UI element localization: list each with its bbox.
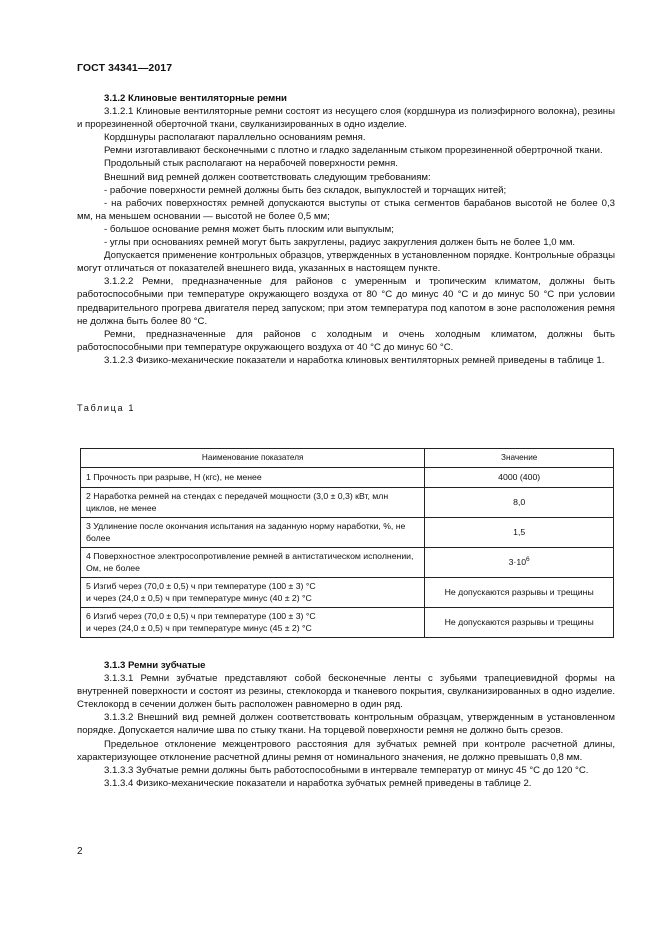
row-name-line2: и через (24,0 ± 0,5) ч при температуре минус (40 ± 2) °С xyxy=(86,592,312,603)
section-heading: 3.1.3 Ремни зубчатые xyxy=(104,660,206,671)
row-value: Не допускаются разрывы и трещины xyxy=(425,578,614,608)
section-3-1-2 xyxy=(77,92,615,367)
table-row xyxy=(81,488,614,518)
row-name: 2 Наработка ремней на стендах с передачей мощности (3,0 ± 0,3) кВт, млн циклов, не менее xyxy=(81,488,425,518)
table-1 xyxy=(80,448,614,638)
table-row xyxy=(81,548,614,578)
row-value: 8,0 xyxy=(425,488,614,518)
section-heading: 3.1.2 Клиновые вентиляторные ремни xyxy=(104,93,287,104)
row-value: Не допускаются разрывы и трещины xyxy=(425,608,614,638)
paragraph: 3.1.3.3 Зубчатые ремни должны быть работоспособными в интервале температур от минус 45 °С до 120 °С. xyxy=(104,764,589,776)
row-name: 1 Прочность при разрыве, Н (кгс), не менее xyxy=(81,468,425,488)
document-header: ГОСТ 34341—2017 xyxy=(77,62,173,74)
table-header-row xyxy=(81,449,614,468)
paragraph: 3.1.2.3 Физико-механические показатели и наработка клиновых вентиляторных ремней приведены в таблице 1. xyxy=(104,354,605,366)
table-row xyxy=(81,518,614,548)
row-name-line1: 6 Изгиб через (70,0 ± 0,5) ч при температуре (100 ± 3) °С xyxy=(86,611,316,621)
page-number: 2 xyxy=(77,846,83,857)
row-value xyxy=(425,548,614,578)
paragraph: 3.1.3.1 Ремни зубчатые представляют собой бесконечные ленты с зубьями трапециевидной формы на внутренней поверхности и состоят из резины, стеклокорда и тканевого покрытия, свулканизированных в одно изделие. Стеклокорд в сечении должен быть расположен равномерно в один ряд. xyxy=(77,673,615,711)
section-3-1-3 xyxy=(77,659,615,790)
row-value: 4000 (400) xyxy=(425,468,614,488)
row-value: 1,5 xyxy=(425,518,614,548)
column-header-value: Значение xyxy=(425,449,614,468)
paragraph: Допускается применение контрольных образцов, утвержденных в установленном порядке. Контрольные образцы могут отличаться от показателей внешнего вида, указанных в настоящем пункте. xyxy=(77,250,615,275)
table-row xyxy=(81,468,614,488)
value-exponent: 6 xyxy=(526,555,530,563)
list-item: - на рабочих поверхностях ремней допускаются выступы от стыка сегментов барабанов высотой не более 0,3 мм, на меньшем основании — высотой не более 0,5 мм; xyxy=(77,197,615,222)
table-row xyxy=(81,608,614,638)
row-name-line2: и через (24,0 ± 0,5) ч при температуре минус (45 ± 2) °С xyxy=(86,622,312,633)
paragraph: Кордшнуры располагают параллельно основаниям ремня. xyxy=(104,132,366,144)
paragraph: 3.1.3.2 Внешний вид ремней должен соответствовать контрольным образцам, утвержденным в установленном порядке. Допускается наличие шва по стыку ткани. На торцевой поверхности ремня не должно быть срезов. xyxy=(77,712,615,737)
list-item: - большое основание ремня может быть плоским или выпуклым; xyxy=(104,223,394,235)
row-name-line1: 5 Изгиб через (70,0 ± 0,5) ч при температуре (100 ± 3) °С xyxy=(86,581,316,591)
value-base: 3·10 xyxy=(508,556,527,567)
paragraph: Предельное отклонение межцентрового расстояния для зубчатых ремней при контроле расчетной длины, характеризующее отклонение расчетной длины ремня от номинального значения, не должно превышать 0,8 мм. xyxy=(77,738,615,763)
paragraph: 3.1.3.4 Физико-механические показатели и наработка зубчатых ремней приведены в таблице 2. xyxy=(104,777,532,789)
paragraph: 3.1.2.1 Клиновые вентиляторные ремни состоят из несущего слоя (кордшнура из полиэфирного волокна), резины и прорезиненной оберточной ткани, свулканизированных в одно изделие. xyxy=(77,106,615,131)
paragraph: Продольный стык располагают на нерабочей поверхности ремня. xyxy=(104,158,398,170)
row-name xyxy=(81,608,425,638)
row-name: 3 Удлинение после окончания испытания на заданную норму наработки, %, не более xyxy=(81,518,425,548)
paragraph: Ремни изготавливают бесконечными с плотно и гладко заделанным стыком прорезиненной обертрочной ткани. xyxy=(104,145,603,157)
paragraph: Ремни, предназначенные для районов с холодным и очень холодным климатом, должны быть работоспособными при температуре окружающего воздуха от 40 °С до минус 60 °С. xyxy=(77,328,615,353)
column-header-name: Наименование показателя xyxy=(81,449,425,468)
table-caption: Таблица 1 xyxy=(77,403,136,413)
list-item: - рабочие поверхности ремней должны быть без складок, выпуклостей и торчащих нитей; xyxy=(104,184,507,196)
paragraph: 3.1.2.2 Ремни, предназначенные для районов с умеренным и тропическим климатом, должны быть работоспособными при температуре окружающего воздуха от 80 °С до минус 40 °С и до минус 50 °С при условии предварительного прогрева двигателя перед запуском; при этом температура под капотом в зоне расположения ремня не должна быть более 80 °С. xyxy=(77,276,615,327)
list-item: - углы при основаниях ремней могут быть закруглены, радиус закругления должен быть не более 1,0 мм. xyxy=(104,237,576,249)
paragraph: Внешний вид ремней должен соответствовать следующим требованиям: xyxy=(104,171,431,183)
row-name xyxy=(81,578,425,608)
table-row xyxy=(81,578,614,608)
row-name: 4 Поверхностное электросопротивление ремней в антистатическом исполнении, Ом, не более xyxy=(81,548,425,578)
